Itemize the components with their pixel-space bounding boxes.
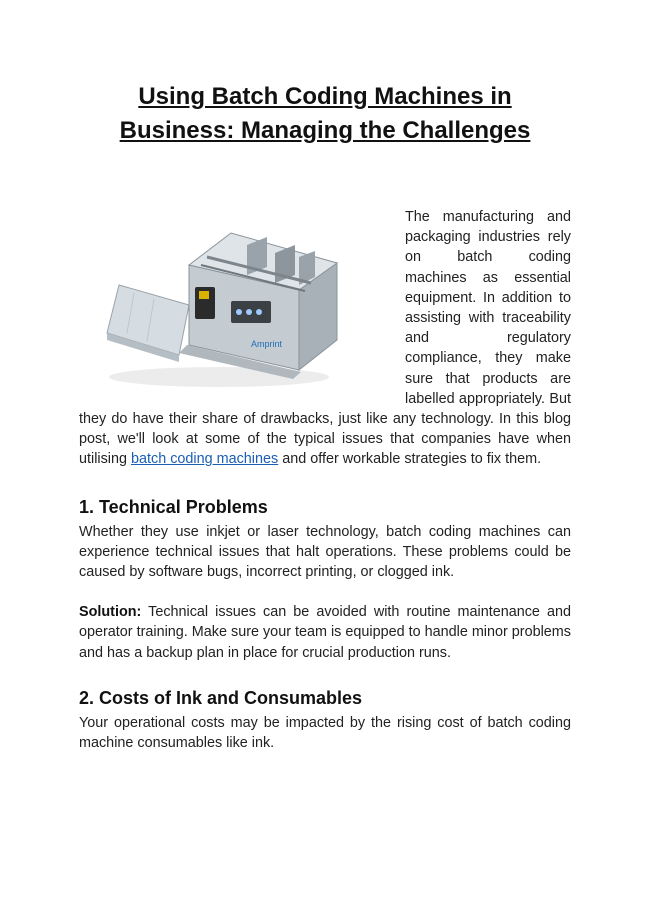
section-1-solution: [79, 602, 571, 663]
title-line-1: Using Batch Coding Machines in: [138, 83, 512, 110]
section-1-body: Whether they use inkjet or laser technology, batch coding machines can experience technical issues that halt operations. These problems could be caused by software bugs, incorrect printing, or clogged ink.: [79, 523, 571, 581]
page-title: [60, 80, 590, 148]
solution-label: Solution:: [79, 604, 142, 621]
intro-text-before-link: The manufacturing and packaging industries rely on batch coding machines as essential equipment. In addition to assisting with traceability and regulatory compliance, they make sure that products are labelled appropriately. But they do have their share of drawbacks, just like any technology. In this blog post, we'll look at some of the typical issues that companies have when utilising: [79, 209, 571, 468]
title-line-2: Business: Managing the Challenges: [119, 117, 531, 144]
article-body: [79, 205, 571, 753]
brand-label: Amprint: [251, 339, 283, 349]
solution-text: Technical issues can be avoided with routine maintenance and operator training. Make sure your team is equipped to handle minor problems and has a backup plan in place for crucial production runs.: [79, 604, 571, 661]
section-2-heading: 2. Costs of Ink and Consumables: [79, 687, 363, 708]
batch-coding-machine-image: [79, 205, 379, 390]
section-1-heading: 1. Technical Problems: [79, 496, 268, 517]
batch-coding-machines-link[interactable]: batch coding machines: [131, 451, 279, 468]
section-2-body: Your operational costs may be impacted by the rising cost of batch coding machine consumables like ink.: [79, 714, 571, 752]
intro-text-after-link: and offer workable strategies to fix them.: [278, 451, 542, 468]
